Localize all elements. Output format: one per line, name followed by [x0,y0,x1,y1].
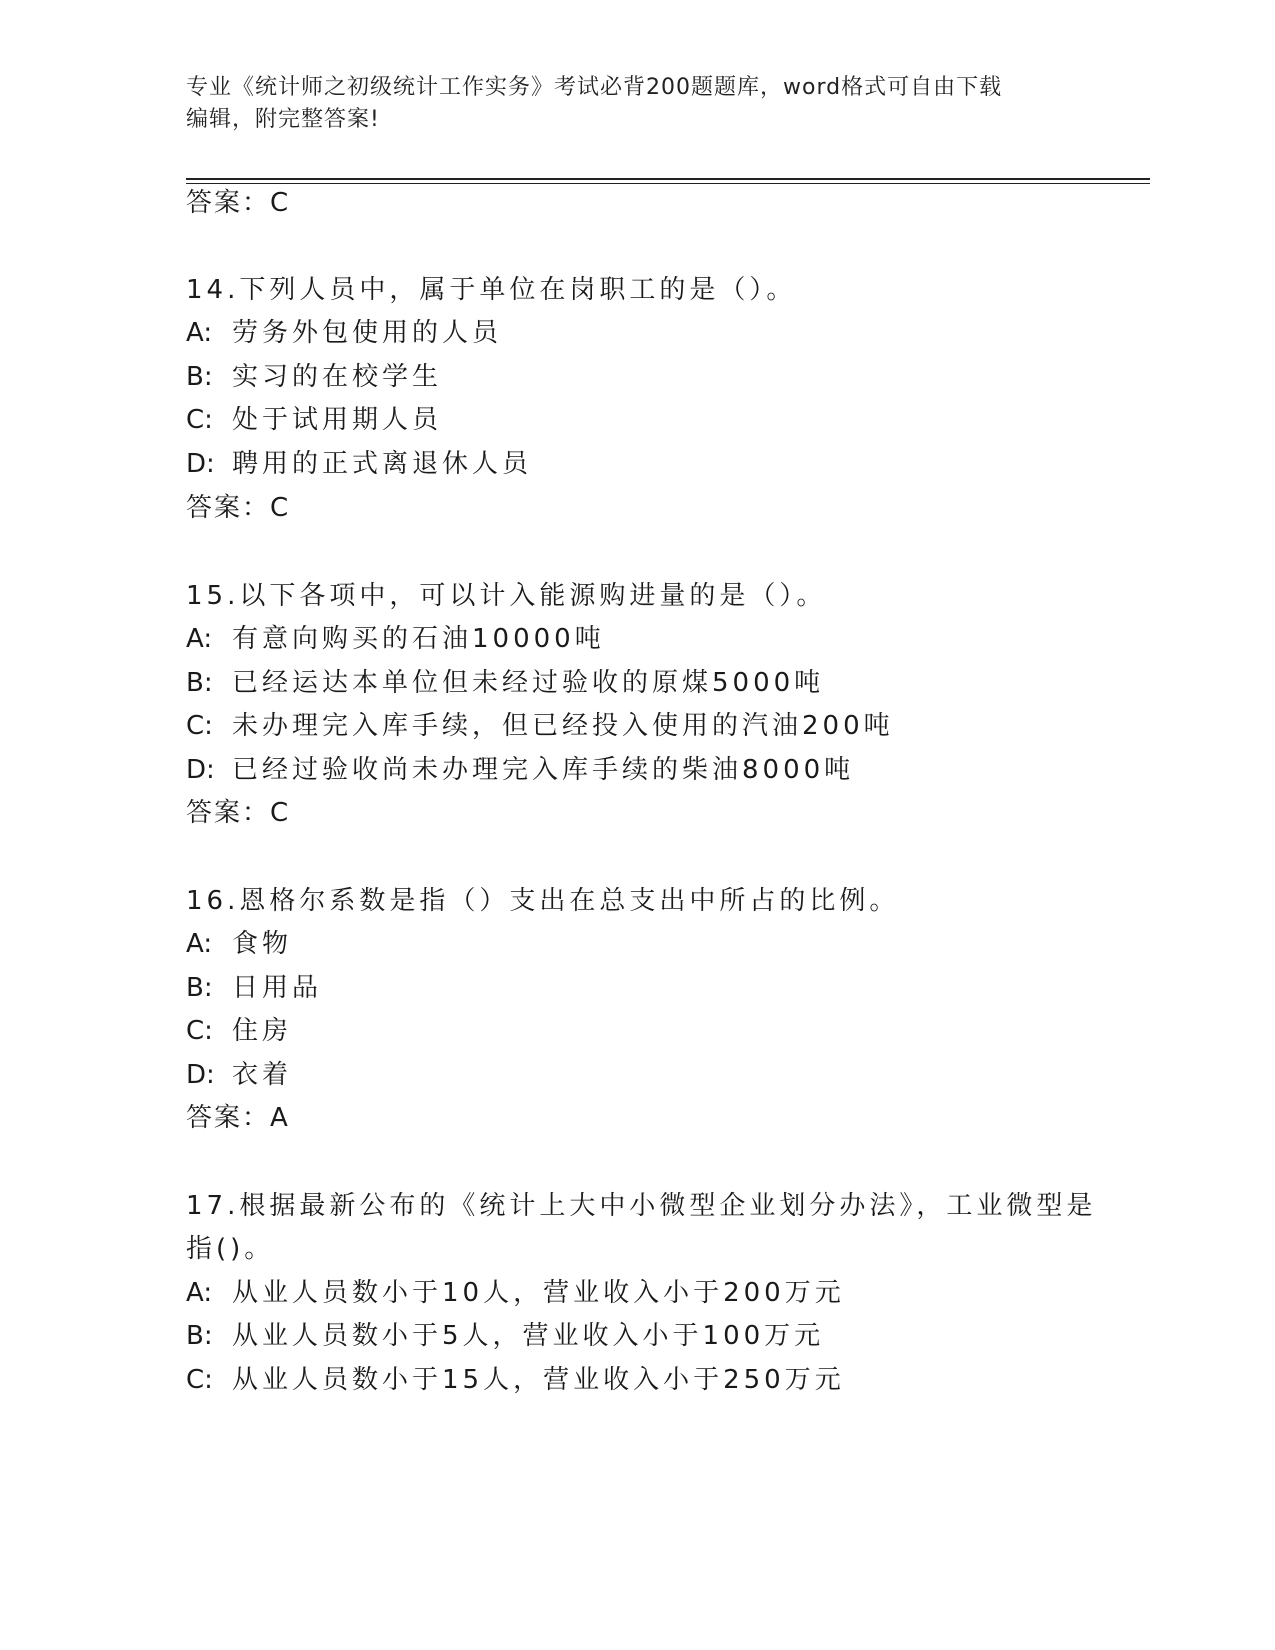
option-c [186,404,442,436]
option-label: A: [186,318,213,348]
option-b [186,361,442,393]
document-header [186,72,1066,136]
answer-line: 答案：C [186,188,291,218]
option-text: 未办理完入库手续，但已经投入使用的汽油200吨 [232,711,894,741]
option-label: A: [186,624,213,654]
header-line-2: 编辑，附完整答案! [186,107,380,132]
option-label: B: [186,668,213,698]
option-text: 住房 [232,1016,293,1046]
option-d [186,754,854,786]
header-divider-thick [186,178,1150,180]
option-a [186,317,502,349]
option-c [186,1015,292,1047]
option-text: 从业人员数小于15人，营业收入小于250万元 [232,1365,845,1395]
option-text: 日用品 [232,973,323,1003]
option-b [186,1320,824,1352]
option-text: 从业人员数小于5人，营业收入小于100万元 [232,1321,825,1351]
option-text: 从业人员数小于10人，营业收入小于200万元 [232,1278,845,1308]
option-a [186,928,292,960]
option-text: 食物 [232,929,293,959]
option-text: 聘用的正式离退休人员 [232,449,533,479]
header-line-1: 专业《统计师之初级统计工作实务》考试必背200题题库，word格式可自由下载 [186,75,1003,100]
option-d [186,1059,292,1091]
question-stem: 17.根据最新公布的《统计上大中小微型企业划分办法》，工业微型是 [186,1191,1097,1221]
option-text: 实习的在校学生 [232,362,443,392]
option-label: A: [186,929,213,959]
question-stem: 14.下列人员中，属于单位在岗职工的是（）。 [186,275,797,305]
option-label: B: [186,362,213,392]
option-label: C: [186,1016,213,1046]
option-text: 衣着 [232,1060,293,1090]
answer-line: 答案：C [186,798,291,828]
option-label: D: [186,755,215,785]
option-text: 处于试用期人员 [232,405,443,435]
question-stem-continued: 指()。 [186,1234,275,1264]
option-text: 有意向购买的石油10000吨 [232,624,605,654]
option-label: B: [186,973,213,1003]
question-stem: 16.恩格尔系数是指（）支出在总支出中所占的比例。 [186,886,900,916]
option-text: 劳务外包使用的人员 [232,318,503,348]
option-label: C: [186,711,213,741]
option-a [186,1277,845,1309]
option-b [186,667,824,699]
option-text: 已经过验收尚未办理完入库手续的柴油8000吨 [232,755,855,785]
option-label: C: [186,405,213,435]
answer-line: 答案：C [186,493,291,523]
option-c [186,710,894,742]
option-a [186,623,605,655]
option-label: D: [186,449,215,479]
option-label: C: [186,1365,213,1395]
option-d [186,448,532,480]
option-label: A: [186,1278,213,1308]
option-text: 已经运达本单位但未经过验收的原煤5000吨 [232,668,825,698]
answer-line: 答案：A [186,1103,290,1133]
header-divider-thin [186,183,1150,184]
option-c [186,1364,845,1396]
question-stem: 15.以下各项中，可以计入能源购进量的是（）。 [186,581,827,611]
option-label: D: [186,1060,215,1090]
option-label: B: [186,1321,213,1351]
option-b [186,972,322,1004]
